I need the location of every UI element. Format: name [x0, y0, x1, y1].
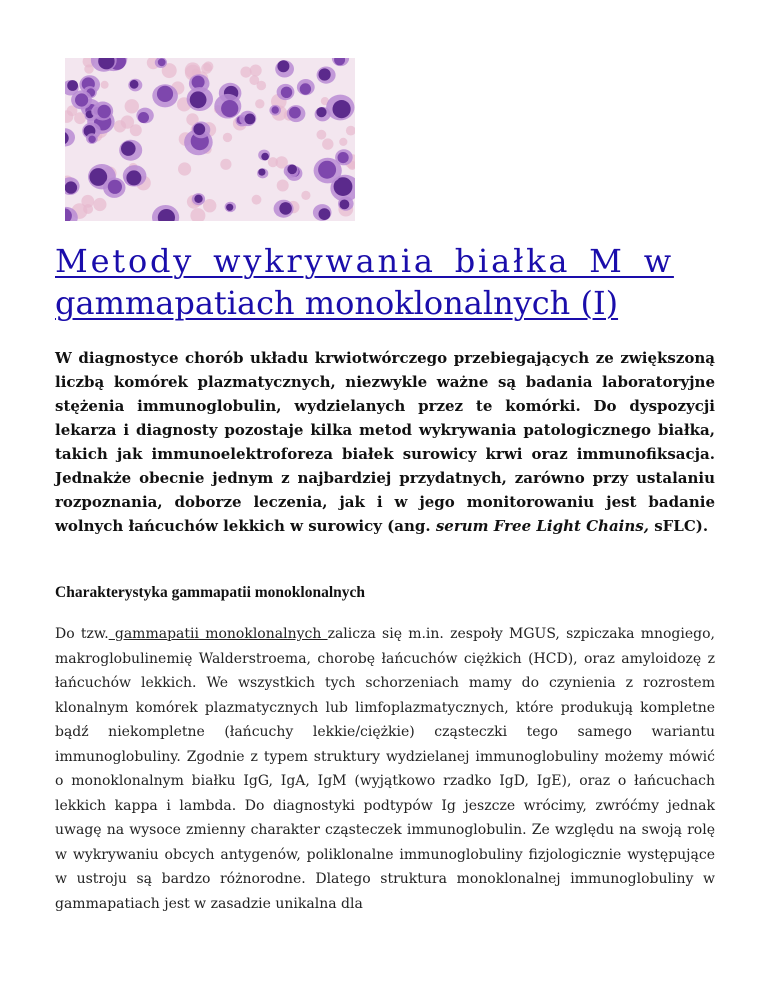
- article-lead: [55, 346, 715, 538]
- red-blood-cell: [339, 138, 347, 146]
- red-blood-cell: [346, 126, 355, 136]
- cell-nucleus: [279, 202, 292, 215]
- body-text-rest: zalicza się m.in. zespoły MGUS, szpiczaka mnogiego, makroglobulinemię Walderstroema, chorobę łańcuchów ciężkich (HCD), oraz amyloidozę z łańcuchów lekkich. We wszystkich tych schorzeniach mamy do czynienia z rozrostem klonalnym komórek plazmatycznych lub limfoplazmatycznych, które produkują kompletne bądź niekompletne (łańcuchy lekkie/ciężkie) cząsteczki tego samego wariantu immunoglobuliny. Zgodnie z typem struktury wydzielanej immunoglobuliny możemy mówić o monoklonalnym białku IgG, IgA, IgM (wyjątkowo rzadko IgD, IgE), oraz o łańcuchach lekkich kappa i lambda. Do diagnostyki podtypów Ig jeszcze wrócimy, zwróćmy jednak uwagę na wysoce zmienny charakter cząsteczek immunoglobulin. Ze względu na swoją rolę w wykrywaniu obcych antygenów, poliklonalne immunoglobuliny fizjologicznie występujące w ustroju są bardzo różnorodne. Dlatego struktura monoklonalnej immunoglobuliny w gammapatiach jest w zasadzie unikalna dla: [55, 626, 715, 912]
- cell-nucleus: [121, 141, 136, 156]
- cell-nucleus: [192, 76, 205, 89]
- lead-emphasis: serum Free Light Chains,: [435, 517, 649, 535]
- red-blood-cell: [250, 65, 262, 77]
- red-blood-cell: [178, 162, 191, 175]
- cell-nucleus: [158, 58, 166, 66]
- cell-nucleus: [319, 68, 331, 80]
- article-title-line-1[interactable]: Metody wykrywania białka M w: [55, 242, 674, 280]
- red-blood-cell: [101, 81, 109, 89]
- article-title-line-2[interactable]: gammapatiach monoklonalnych (I): [55, 284, 619, 322]
- body-text-start: Do tzw.: [55, 626, 109, 642]
- cell-nucleus: [287, 165, 297, 175]
- article-body-paragraph: [55, 622, 715, 916]
- article-hero-image: [65, 58, 355, 221]
- red-blood-cell: [125, 99, 139, 113]
- red-blood-cell: [121, 115, 134, 128]
- red-blood-cell: [277, 180, 289, 192]
- article-title[interactable]: [55, 240, 717, 324]
- red-blood-cell: [201, 63, 212, 74]
- red-blood-cell: [190, 208, 205, 221]
- cell-nucleus: [221, 100, 238, 117]
- cell-nucleus: [157, 86, 173, 102]
- red-blood-cell: [93, 198, 106, 211]
- cell-nucleus: [316, 107, 326, 117]
- red-blood-cell: [223, 133, 232, 142]
- red-blood-cell: [203, 199, 216, 212]
- red-blood-cell: [252, 195, 262, 205]
- cell-nucleus: [340, 200, 350, 210]
- cell-nucleus: [272, 106, 279, 113]
- cell-nucleus: [194, 195, 202, 203]
- cell-nucleus: [261, 153, 269, 161]
- red-blood-cell: [220, 159, 231, 170]
- red-blood-cell: [257, 81, 267, 91]
- cell-nucleus: [98, 105, 111, 118]
- cell-nucleus: [108, 180, 122, 194]
- cell-nucleus: [289, 107, 301, 119]
- cell-nucleus: [65, 181, 77, 193]
- red-blood-cell: [84, 64, 93, 73]
- red-blood-cell: [317, 130, 327, 140]
- article-title-link[interactable]: [55, 240, 717, 324]
- red-blood-cell: [240, 67, 251, 78]
- cell-nucleus: [75, 93, 88, 106]
- microscope-blood-smear-image-icon: [65, 58, 355, 221]
- cell-nucleus: [333, 100, 351, 118]
- cell-nucleus: [258, 169, 265, 176]
- cell-nucleus: [138, 112, 149, 123]
- red-blood-cell: [301, 191, 310, 200]
- red-blood-cell: [322, 138, 333, 149]
- red-blood-cell: [268, 157, 278, 167]
- cell-nucleus: [338, 152, 349, 163]
- cell-nucleus: [277, 60, 289, 72]
- cell-nucleus: [126, 170, 141, 185]
- red-blood-cell: [83, 204, 93, 214]
- cell-nucleus: [281, 87, 292, 98]
- cell-nucleus: [130, 80, 139, 89]
- cell-nucleus: [300, 83, 311, 94]
- cell-nucleus: [318, 161, 336, 179]
- section-heading: Charakterystyka gammapatii monoklonalnych: [55, 584, 366, 601]
- cell-nucleus: [193, 123, 205, 135]
- cell-nucleus: [226, 204, 233, 211]
- lead-text: W diagnostyce chorób układu krwiotwórczego przebiegających ze zwiększoną liczbą komórek plazmatycznych, niezwykle ważne są badania laboratoryjne stężenia immunoglobulin, wydzielanych przez te komórki. Do dyspozycji lekarza i diagnosty pozostaje kilka metod wykrywania patologicznego białka, takich jak immunoelektroforeza białek surowicy krwi oraz immunofiksacja. Jednakże obecnie jednym z najbardziej przydatnych, zarówno przy ustalaniu rozpoznania, doborze leczenia, jak i w jego monitorowaniu jest badanie wolnych łańcuchów lekkich w surowicy (ang.: [55, 349, 715, 535]
- lead-text-end: sFLC).: [648, 517, 709, 535]
- red-blood-cell: [255, 99, 264, 108]
- cell-nucleus: [88, 136, 95, 143]
- cell-nucleus: [319, 208, 331, 220]
- gammapatie-link[interactable]: gammapatii monoklonalnych: [108, 626, 328, 642]
- cell-nucleus: [67, 80, 78, 91]
- cell-nucleus: [245, 114, 256, 125]
- cell-nucleus: [190, 91, 207, 108]
